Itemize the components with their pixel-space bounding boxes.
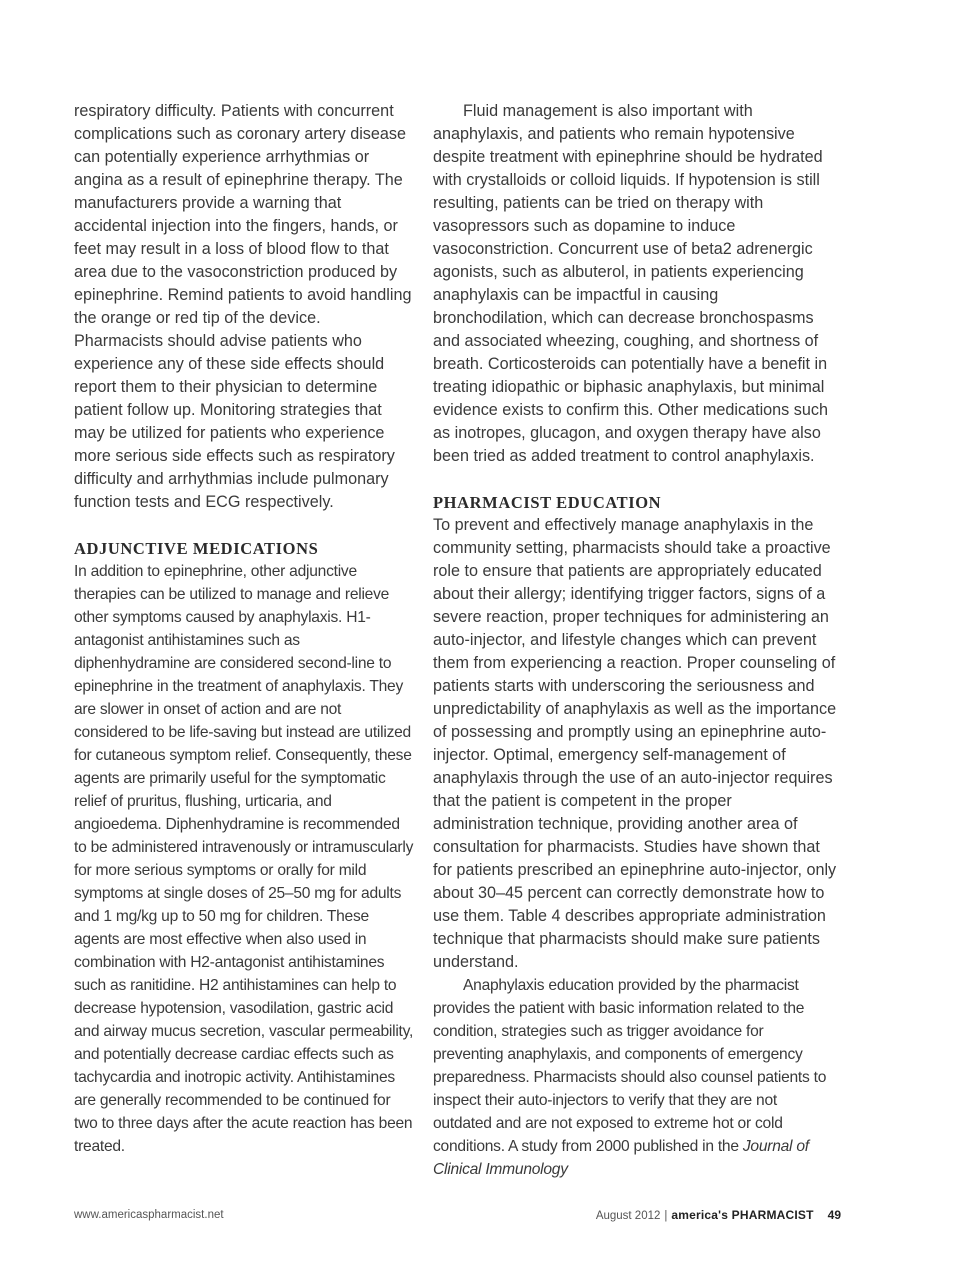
adjunctive-medications-heading: ADJUNCTIVE MEDICATIONS [74, 539, 319, 558]
right-column [433, 100, 837, 1181]
footer-url: www.americaspharmacist.net [74, 1209, 224, 1221]
adjunctive-medications-paragraph: In addition to epinephrine, other adjunctive therapies can be utilized to manage and relieve other symptoms caused by anaphylaxis. H1-antagonist antihistamines such as diphenhydramine are considered second-line to epinephrine in the treatment of anaphylaxis. They are slower in onset of action and are not considered to be life-saving but instead are utilized for cutaneous symptom relief. Consequently, these agents are primarily useful for the symptomatic relief of pruritus, flushing, urticaria, and angioedema. Diphenhydramine is recommended to be administered intravenously or intramuscularly for more serious symptoms or orally for mild symptoms at single doses of 25–50 mg for adults and 1 mg/kg up to 50 mg for children. These agents are most effective when also used in combination with H2-antagonist antihistamines such as ranitidine. H2 antihistamines can help to decrease hypotension, vasodilation, gastric acid and airway mucus secretion, vascular permeability, and potentially decrease cardiac effects such as tachycardia and inotropic activity. Antihistamines are generally recommended to be continued for two to three days after the acute reaction has been treated. [74, 563, 414, 1155]
footer-separator: | [664, 1210, 668, 1222]
footer-publication: america's PHARMACIST [671, 1208, 814, 1222]
anaphylaxis-education-text: Anaphylaxis education provided by the pharmacist provides the patient with basic information related to the condition, strategies such as trigger avoidance for preventing anaphylaxis, and components of emergency preparedness. Pharmacists should also counsel patients to inspect their auto-injectors to verify that they are not outdated and are not exposed to extreme hot or cold conditions. A study from 2000 published in the [433, 977, 827, 1155]
anaphylaxis-education-paragraph [433, 974, 837, 1181]
pharmacist-education-heading: PHARMACIST EDUCATION [433, 493, 662, 512]
footer-date: August 2012 [595, 1210, 661, 1222]
page-number: 49 [827, 1208, 841, 1222]
intro-paragraph: respiratory difficulty. Patients with concurrent complications such as coronary artery disease can potentially experience arrhythmias or angina as a result of epinephrine therapy. The manufacturers provide a warning that accidental injection into the fingers, hands, or feet may result in a loss of blood flow to that area due to the vasoconstriction produced by epinephrine. Remind patients to avoid handling the orange or red tip of the device. Pharmacists should advise patients who experience any of these side effects should report them to their physician to determine patient follow up. Monitoring strategies that may be utilized for patients who experience more serious side effects such as respiratory difficulty and arrhythmias include pulmonary function tests and ECG respectively. [74, 102, 412, 511]
pharmacist-education-paragraph: To prevent and effectively manage anaphylaxis in the community setting, pharmacists should take a proactive role to ensure that patients are appropriately educated about their allergy; identifying trigger factors, signs of a severe reaction, proper techniques for administering an auto-injector, and lifestyle changes which can prevent them from experiencing a reaction. Proper counseling of patients starts with underscoring the seriousness and unpredictability of anaphylaxis as well as the importance of possessing and promptly using an epinephrine auto-injector. Optimal, emergency self-management of anaphylaxis through the use of an auto-injector requires that the patient is competent in the proper administration technique, providing another area of consultation for pharmacists. Studies have shown that for patients prescribed an epinephrine auto-injector, only about 30–45 percent can correctly demonstrate how to use them. Table 4 describes appropriate administration technique that pharmacists should make sure patients understand. [433, 516, 837, 971]
left-column [74, 100, 414, 1158]
footer-right [596, 1208, 841, 1222]
journal-name: Journal of Clinical Immunology [433, 1138, 809, 1178]
fluid-management-paragraph: Fluid management is also important with anaphylaxis, and patients who remain hypotensive despite treatment with epinephrine should be hydrated with crystalloids or colloid liquids. If hypotension is still resulting, patients can be tried on therapy with vasopressors such as dopamine to induce vasoconstriction. Concurrent use of beta2 adrenergic agonists, such as albuterol, in patients experiencing anaphylaxis can be impactful in causing bronchodilation, which can decrease bronchospasms and associated wheezing, coughing, and shortness of breath. Corticosteroids can potentially have a benefit in treating idiopathic or biphasic anaphylaxis, but minimal evidence exists to confirm this. Other medications such as inotropes, glucagon, and oxygen therapy have also been tried as added treatment to control anaphylaxis. [433, 102, 828, 465]
